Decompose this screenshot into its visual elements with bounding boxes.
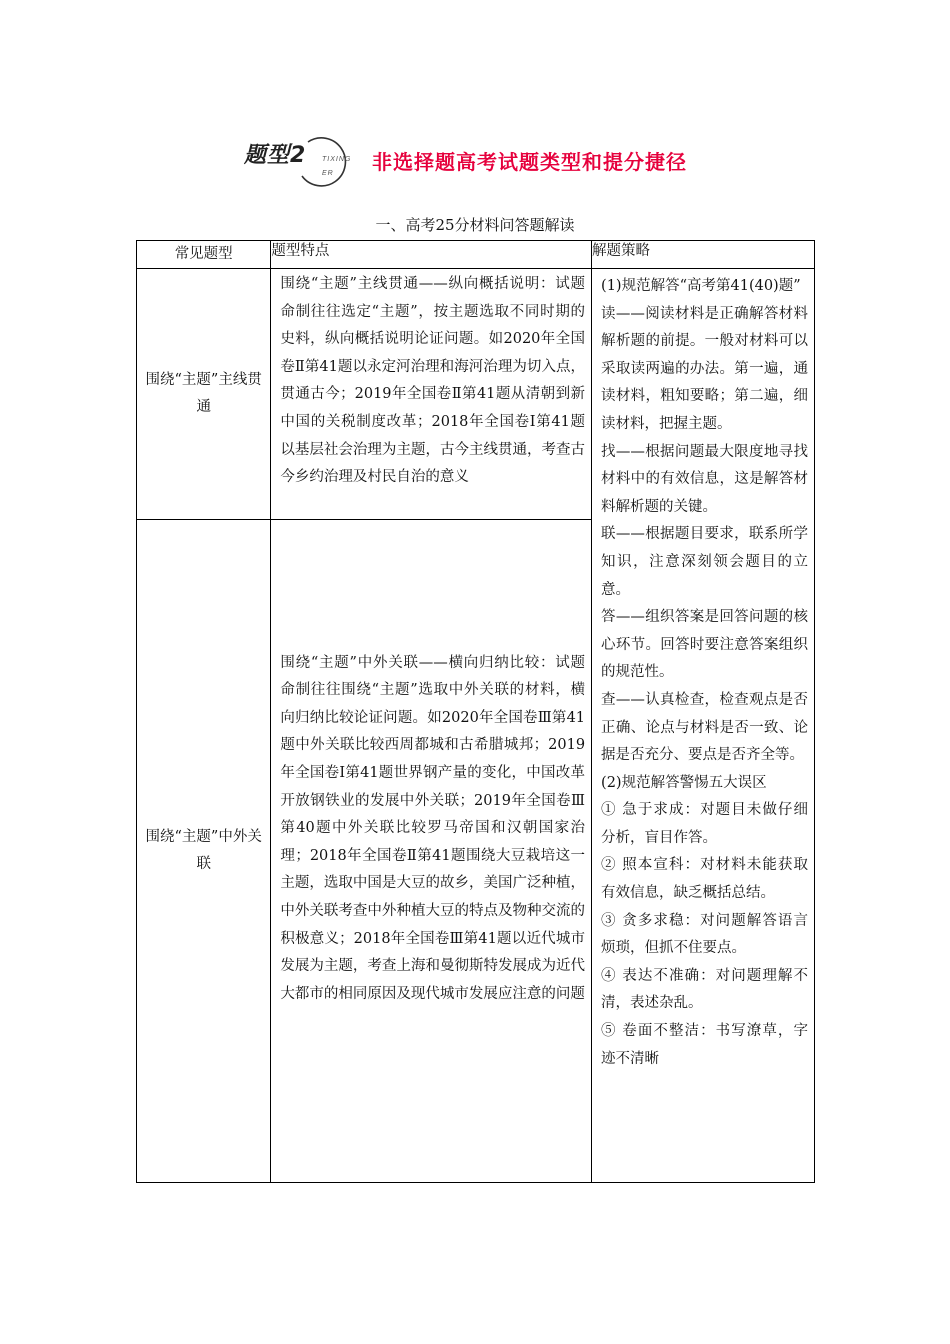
feature-cell bbox=[271, 520, 592, 1183]
page-title: 非选择题高考试题类型和提分捷径 bbox=[372, 150, 687, 174]
table-row bbox=[137, 269, 815, 520]
feature-text: 围绕“主题”中外关联——横向归纳比较：试题命制往往围绕“主题”选取中外关联的材料，横向归纳比较论证问题。如2020年全国卷Ⅲ第41题中外关联比较西周都城和古希腊城邦；2019年全国卷Ⅰ第41题世界钢产量的变化，中国改革开放钢铁业的发展中外关联；2019年全国卷Ⅲ第40题中外关联比较罗马帝国和汉朝国家治理；2018年全国卷Ⅱ第41题围绕大豆栽培这一主题，选取中国是大豆的故乡，美国广泛种植，中外关联考查中外种植大豆的特点及物种交流的积极意义；2018年全国卷Ⅲ第41题以近代城市发展为主题，考查上海和曼彻斯特发展成为近代大都市的相同原因及现代城市发展应注意的问题 bbox=[280, 654, 586, 1002]
table-header-row bbox=[137, 241, 815, 269]
badge-label: 题型2 bbox=[244, 143, 307, 168]
strategy-item: 读——阅读材料是正确解答材料解析题的前提。一般对材料可以采取读两遍的办法。第一遍，通读材料，粗知要略；第二遍，细读材料，把握主题。 bbox=[601, 305, 808, 432]
section-title: 一、高考25分材料问答题解读 bbox=[375, 216, 575, 234]
badge-sub-text: ER bbox=[322, 170, 334, 177]
feature-text: 围绕“主题”主线贯通——纵向概括说明：试题命制往往选定“主题”，按主题选取不同时期的史料，纵向概括说明论证问题。如2020年全国卷Ⅱ第41题以永定河治理和海河治理为切入点，贯通古今；2019年全国卷Ⅱ第41题从清朝到新中国的关税制度改革；2018年全国卷Ⅰ第41题以基层社会治理为主题，古今主线贯通，考查古今乡约治理及村民自治的意义 bbox=[280, 276, 586, 486]
question-type-badge bbox=[244, 136, 356, 188]
strategy-item: ① 急于求成：对题目未做仔细分析，盲目作答。 bbox=[601, 802, 808, 846]
column-header: 常见题型 bbox=[137, 241, 271, 269]
column-header: 解题策略 bbox=[592, 241, 815, 269]
feature-cell bbox=[271, 269, 592, 520]
strategy-item: 查——认真检查，检查观点是否正确、论点与材料是否一致、论据是否充分、要点是否齐全等。 bbox=[601, 691, 808, 764]
strategy-item: ⑤ 卷面不整洁：书写潦草，字迹不清晰 bbox=[601, 1023, 808, 1067]
strategy-item: (1)规范解答“高考第41(40)题” bbox=[601, 278, 801, 294]
question-type-cell bbox=[137, 269, 271, 520]
section-header bbox=[244, 132, 764, 192]
question-type-label: 围绕“主题”主线贯通 bbox=[145, 372, 262, 415]
strategy-item: 联——根据题目要求，联系所学知识，注意深刻领会题目的立意。 bbox=[601, 526, 808, 598]
question-type-table bbox=[136, 240, 815, 1183]
question-type-label: 围绕“主题”中外关联 bbox=[145, 829, 262, 872]
strategy-item: (2)规范解答警惕五大误区 bbox=[601, 774, 767, 791]
question-type-cell bbox=[137, 520, 271, 1183]
strategy-item: ④ 表达不准确：对问题理解不清，表述杂乱。 bbox=[601, 967, 808, 1012]
strategy-item: 答——组织答案是回答问题的核心环节。回答时要注意答案组织的规范性。 bbox=[601, 609, 808, 681]
strategy-cell bbox=[592, 269, 815, 1183]
strategy-item: ② 照本宣科：对材料未能获取有效信息，缺乏概括总结。 bbox=[601, 857, 808, 902]
strategy-item: 找——根据问题最大限度地寻找材料中的有效信息，这是解答材料解析题的关键。 bbox=[601, 443, 808, 515]
badge-sub-text: TIXING bbox=[322, 156, 352, 163]
strategy-item: ③ 贪多求稳：对问题解答语言烦琐，但抓不住要点。 bbox=[601, 912, 808, 957]
column-header: 题型特点 bbox=[271, 241, 592, 269]
